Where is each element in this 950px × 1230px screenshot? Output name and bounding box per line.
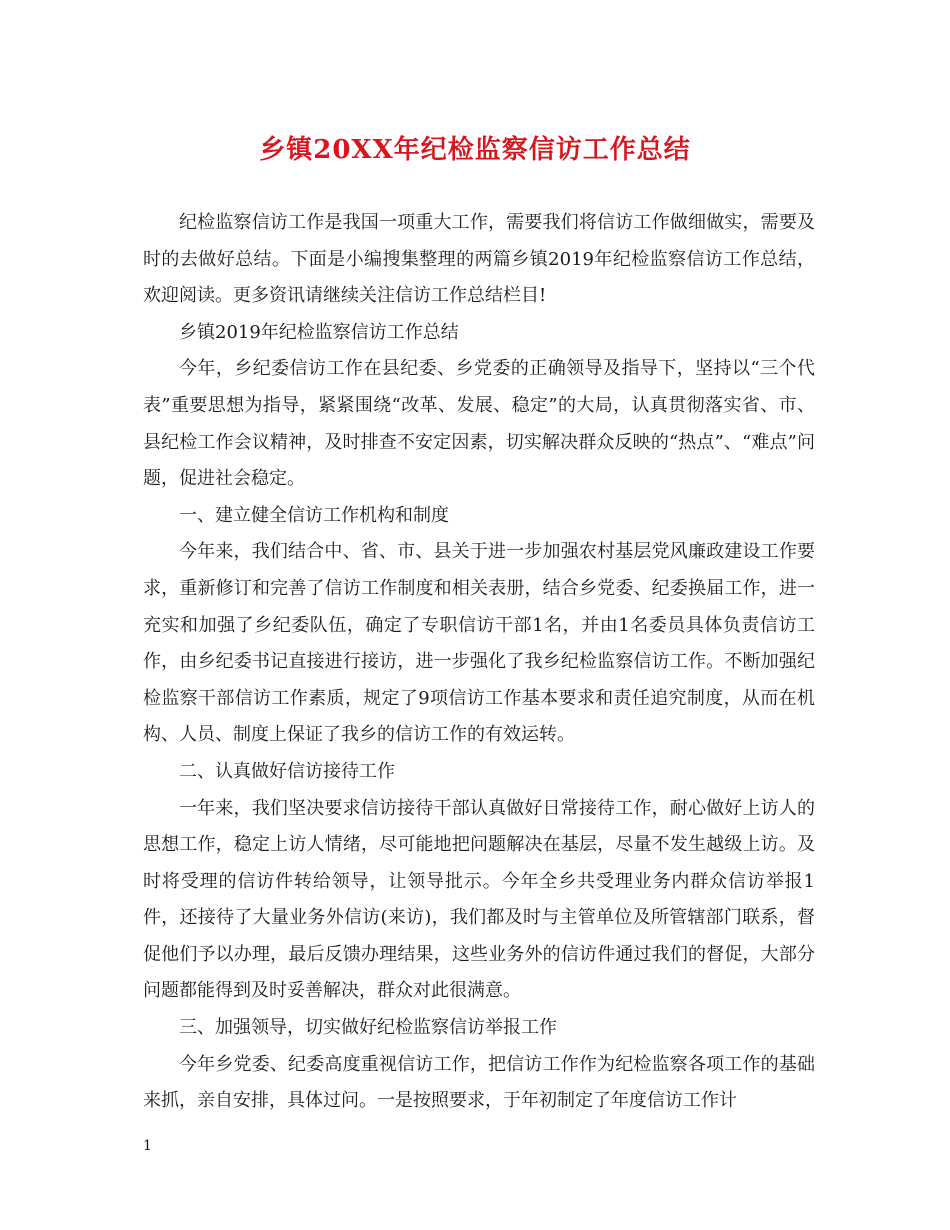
section-heading-1: 一、建立健全信访工作机构和制度 <box>179 504 449 526</box>
section-2-paragraph: 一年来，我们坚决要求信访接待干部认真做好日常接待工作，耐心做好上访人的思想工作，稳定上访人情绪，尽可能地把问题解决在基层，尽量不发生越级上访。及时将受理的信访件转给领导，让领导批示。今年全乡共受理业务内群众信访举报1件，还接待了大量业务外信访(来访)，我们都及时与主管单位及所管辖部门联系，督促他们予以办理，最后反馈办理结果，这些业务外的信访件通过我们的督促，大部分问题都能得到及时妥善解决，群众对此很满意。 <box>143 797 815 1002</box>
section-1-paragraph: 今年来，我们结合中、省、市、县关于进一步加强农村基层党风廉政建设工作要求，重新修订和完善了信访工作制度和相关表册，结合乡党委、纪委换届工作，进一充实和加强了乡纪委队伍，确定了专职信访干部1名，并由1名委员具体负责信访工作，由乡纪委书记直接进行接访，进一步强化了我乡纪检监察信访工作。不断加强纪检监察干部信访工作素质，规定了9项信访工作基本要求和责任追究制度，从而在机构、人员、制度上保证了我乡的信访工作的有效运转。 <box>143 541 815 746</box>
overview-paragraph: 今年，乡纪委信访工作在县纪委、乡党委的正确领导及指导下，坚持以“三个代表”重要思想为指导，紧紧围绕“改革、发展、稳定”的大局，认真贯彻落实省、市、县纪检工作会议精神，及时排查不安定因素，切实解决群众反映的“热点”、“难点”问题，促进社会稳定。 <box>143 358 815 490</box>
intro-paragraph: 纪检监察信访工作是我国一项重大工作，需要我们将信访工作做细做实，需要及时的去做好总结。下面是小编搜集整理的两篇乡镇2019年纪检监察信访工作总结，欢迎阅读。更多资讯请继续关注信访工作总结栏目! <box>143 212 815 307</box>
document-body <box>143 205 815 1120</box>
subtitle-paragraph: 乡镇2019年纪检监察信访工作总结 <box>179 321 459 343</box>
section-heading-2: 二、认真做好信访接待工作 <box>179 760 395 782</box>
section-3-paragraph: 今年乡党委、纪委高度重视信访工作，把信访工作作为纪检监察各项工作的基础来抓，亲自安排，具体过问。一是按照要求，于年初制定了年度信访工作计 <box>143 1053 815 1112</box>
page-number: 1 <box>143 1138 152 1154</box>
document-title: 乡镇20XX年纪检监察信访工作总结 <box>259 135 691 165</box>
section-heading-3: 三、加强领导，切实做好纪检监察信访举报工作 <box>179 1017 557 1039</box>
